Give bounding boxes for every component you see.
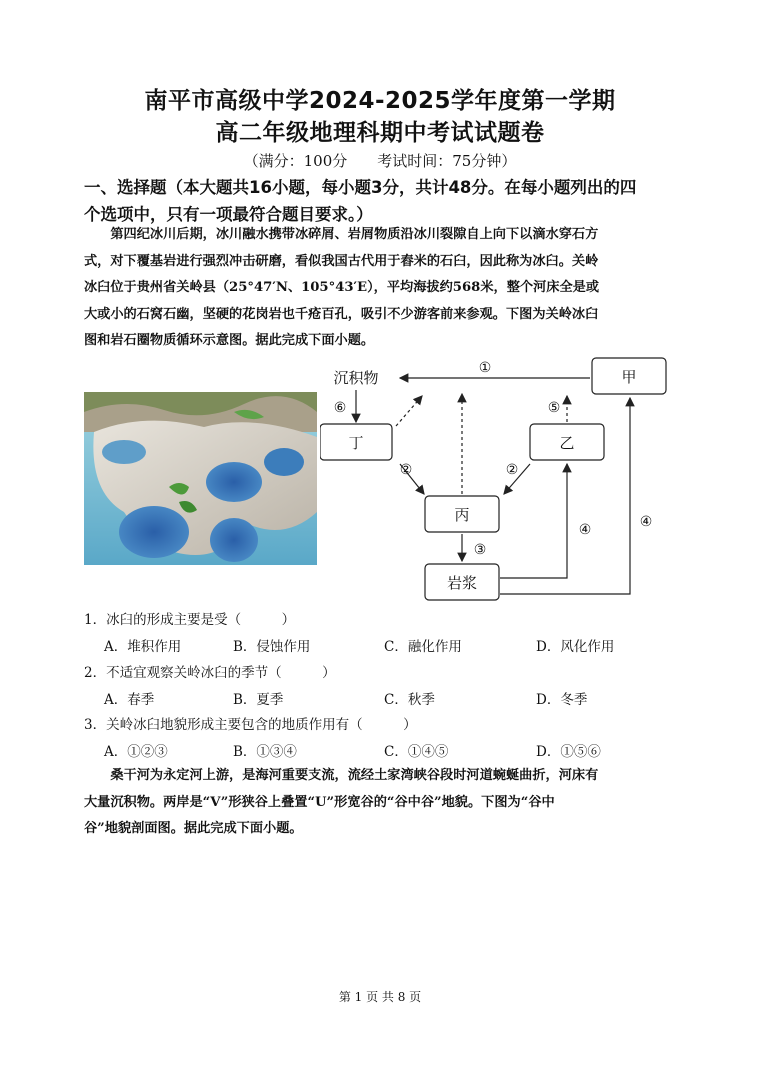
- arrow-label: ①: [478, 360, 492, 376]
- passage-line: 桑干河为永定河上游，是海河重要支流，流经土家湾峡谷段时河道蜿蜒曲折，河床有: [84, 768, 599, 783]
- question-3-option-b: B．①③④: [233, 744, 297, 760]
- question-3-option-d: D．①⑤⑥: [536, 744, 601, 760]
- question-1-option-c: C．融化作用: [384, 639, 462, 655]
- exam-subtitle: （满分：100分 考试时间：75分钟）: [243, 152, 517, 170]
- question-2-stem: 2．不适宜观察关岭冰臼的季节（ ）: [84, 665, 336, 681]
- passage-line: 式，对下覆基岩进行强烈冲击研磨，看似我国古代用于舂米的石臼，因此称为冰臼。关岭: [84, 253, 599, 269]
- section-heading-line2: 个选项中，只有一项最符合题目要求。）: [84, 205, 373, 224]
- glacial-pothole-photo: [84, 392, 317, 565]
- arrow-label: ⑤: [547, 400, 561, 416]
- node-sediment: 沉积物: [333, 369, 379, 387]
- question-2-option-d: D．冬季: [536, 692, 588, 708]
- passage-1: [84, 222, 684, 355]
- arrow-dashed-ding: [396, 396, 422, 426]
- page-number: 第 1 页 共 8 页: [338, 990, 422, 1004]
- passage-line: 大量沉积物。两岸是“V”形狭谷上叠置“U”形宽谷的“谷中谷”地貌。下图为“谷中: [84, 794, 555, 810]
- passage-line: 冰臼位于贵州省关岭县（25°47′N、105°43′E），平均海拔约568米，整个河床全是或: [84, 280, 600, 295]
- node-bing: 丙: [454, 506, 470, 524]
- question-3-stem: 3．关岭冰臼地貌形成主要包含的地质作用有（ ）: [84, 717, 417, 733]
- question-2-option-c: C．秋季: [384, 692, 435, 708]
- arrow-4-jia: [500, 398, 630, 594]
- question-1-option-b: B．侵蚀作用: [233, 639, 311, 655]
- node-yi: 乙: [559, 434, 575, 452]
- passage-line: 图和岩石圈物质循环示意图。据此完成下面小题。: [84, 333, 375, 348]
- passage-line: 谷”地貌剖面图。据此完成下面小题。: [84, 821, 303, 836]
- arrow-label: ③: [473, 542, 487, 558]
- arrow-label: ④: [578, 522, 592, 538]
- arrow-4-yi: [500, 464, 567, 578]
- arrow-label: ②: [399, 462, 413, 478]
- passage-line: 第四纪冰川后期，冰川融水携带冰碎屑、岩屑物质沿冰川裂隙自上向下以滴水穿石方: [84, 227, 599, 242]
- passage-line: 大或小的石窝石幽，坚硬的花岗岩也千疮百孔，吸引不少游客前来参观。下图为关岭冰臼: [84, 306, 599, 322]
- section-heading-line1: 一、选择题（本大题共16小题，每小题3分，共计48分。在每小题列出的四: [84, 178, 637, 197]
- question-2-option-a: A．春季: [104, 692, 155, 708]
- node-jia: 甲: [621, 368, 637, 386]
- question-3-option-a: A．①②③: [104, 744, 168, 760]
- question-1-stem: 1．冰臼的形成主要是受（ ）: [84, 612, 296, 628]
- arrow-label: ②: [505, 462, 519, 478]
- exam-title-line2: 高二年级地理科期中考试试题卷: [215, 120, 545, 146]
- rock-cycle-diagram: [320, 350, 680, 610]
- arrow-label: ④: [639, 514, 653, 530]
- question-2-option-b: B．夏季: [233, 692, 284, 708]
- section-heading: [84, 174, 684, 228]
- arrow-label: ⑥: [333, 400, 347, 416]
- question-1-option-a: A．堆积作用: [104, 639, 182, 655]
- question-1-option-d: D．风化作用: [536, 639, 615, 655]
- node-magma: 岩浆: [446, 574, 478, 592]
- question-3-option-c: C．①④⑤: [384, 744, 449, 760]
- exam-title-line1: 南平市高级中学2024-2025学年度第一学期: [144, 88, 616, 114]
- passage-2: [84, 763, 684, 843]
- node-ding: 丁: [348, 434, 364, 452]
